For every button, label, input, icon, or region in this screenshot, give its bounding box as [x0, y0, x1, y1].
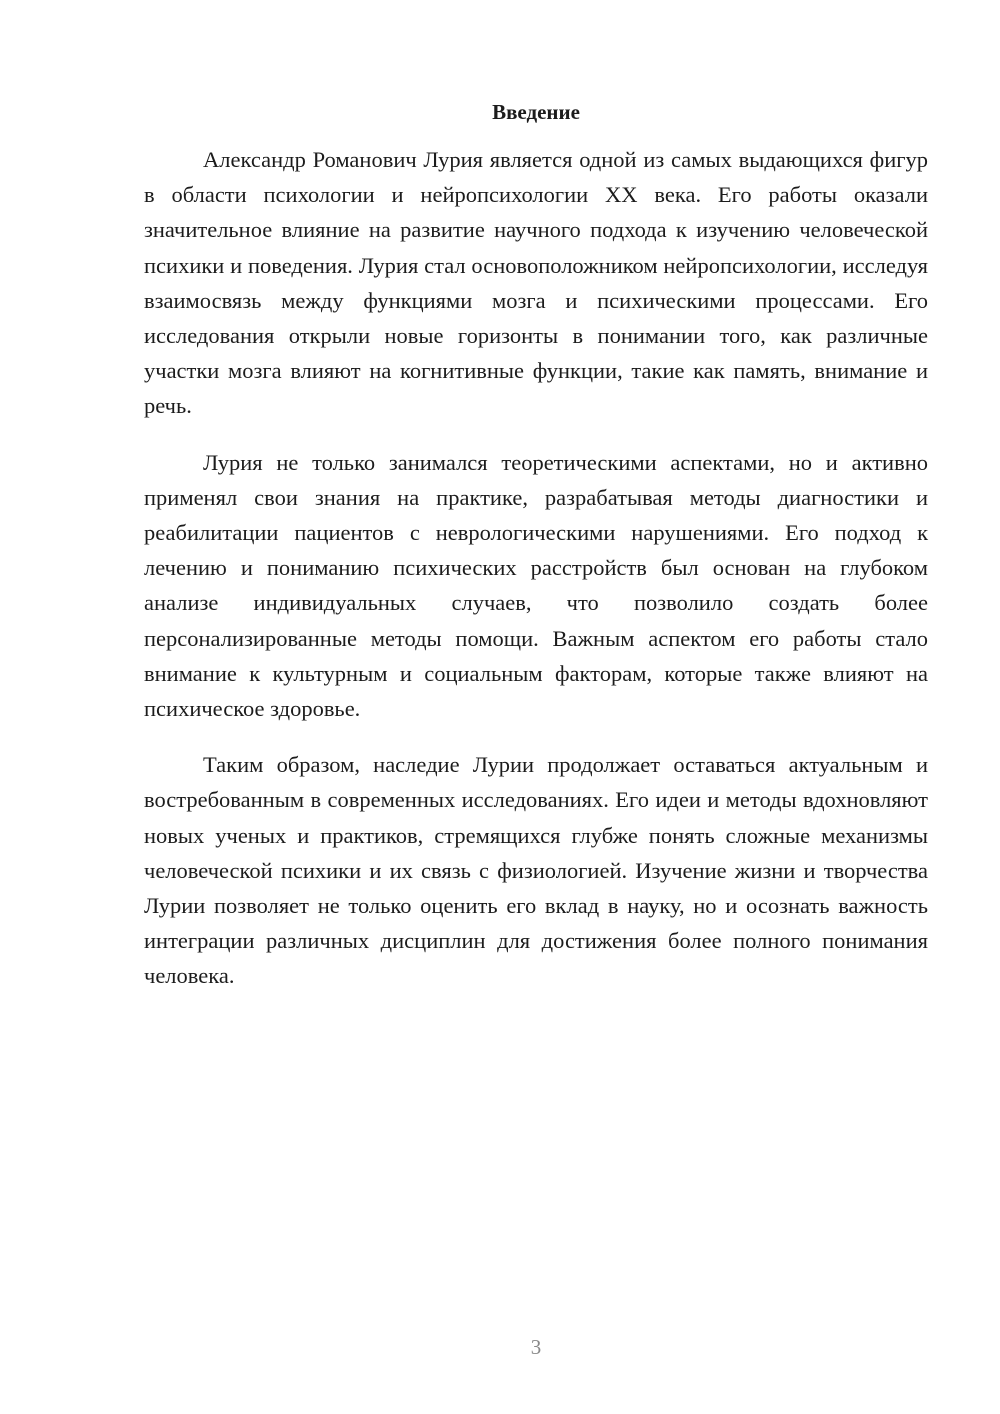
paragraph-2: Лурия не только занимался теоретическими аспектами, но и активно применял свои знания на практике, разрабатывая методы диагностики и реабилитации пациентов с неврологическими нарушениями. Его подход к лечению и пониманию психических расстройств был основан на глубоком анализе индивидуальных случаев, что позволило создать более персонализированные методы помощи. Важным аспектом его работы стало внимание к культурным и социальным факторам, которые также влияют на психическое здоровье.	[144, 449, 928, 722]
paragraph-1: Александр Романович Лурия является одной из самых выдающихся фигур в области психологии и нейропсихологии XX века. Его работы оказали значительное влияние на развитие научного подхода к изучению человеческой психики и поведения. Лурия стал основоположником нейропсихологии, исследуя взаимосвязь между функциями мозга и психическими процессами. Его исследования открыли новые горизонты в понимании того, как различные участки мозга влияют на когнитивные функции, такие как память, внимание и речь.	[144, 147, 928, 419]
section-title: Введение	[492, 100, 580, 124]
body-text	[144, 142, 928, 1015]
paragraph-3: Таким образом, наследие Лурии продолжает оставаться актуальным и востребованным в современных исследованиях. Его идеи и методы вдохновляют новых ученых и практиков, стремящихся глубже понять сложные механизмы человеческой психики и их связь с физиологией. Изучение жизни и творчества Лурии позволяет не только оценить его вклад в науку, но и осознать важность интеграции различных дисциплин для достижения более полного понимания человека.	[144, 752, 928, 989]
page-number: 3	[530, 1335, 542, 1359]
